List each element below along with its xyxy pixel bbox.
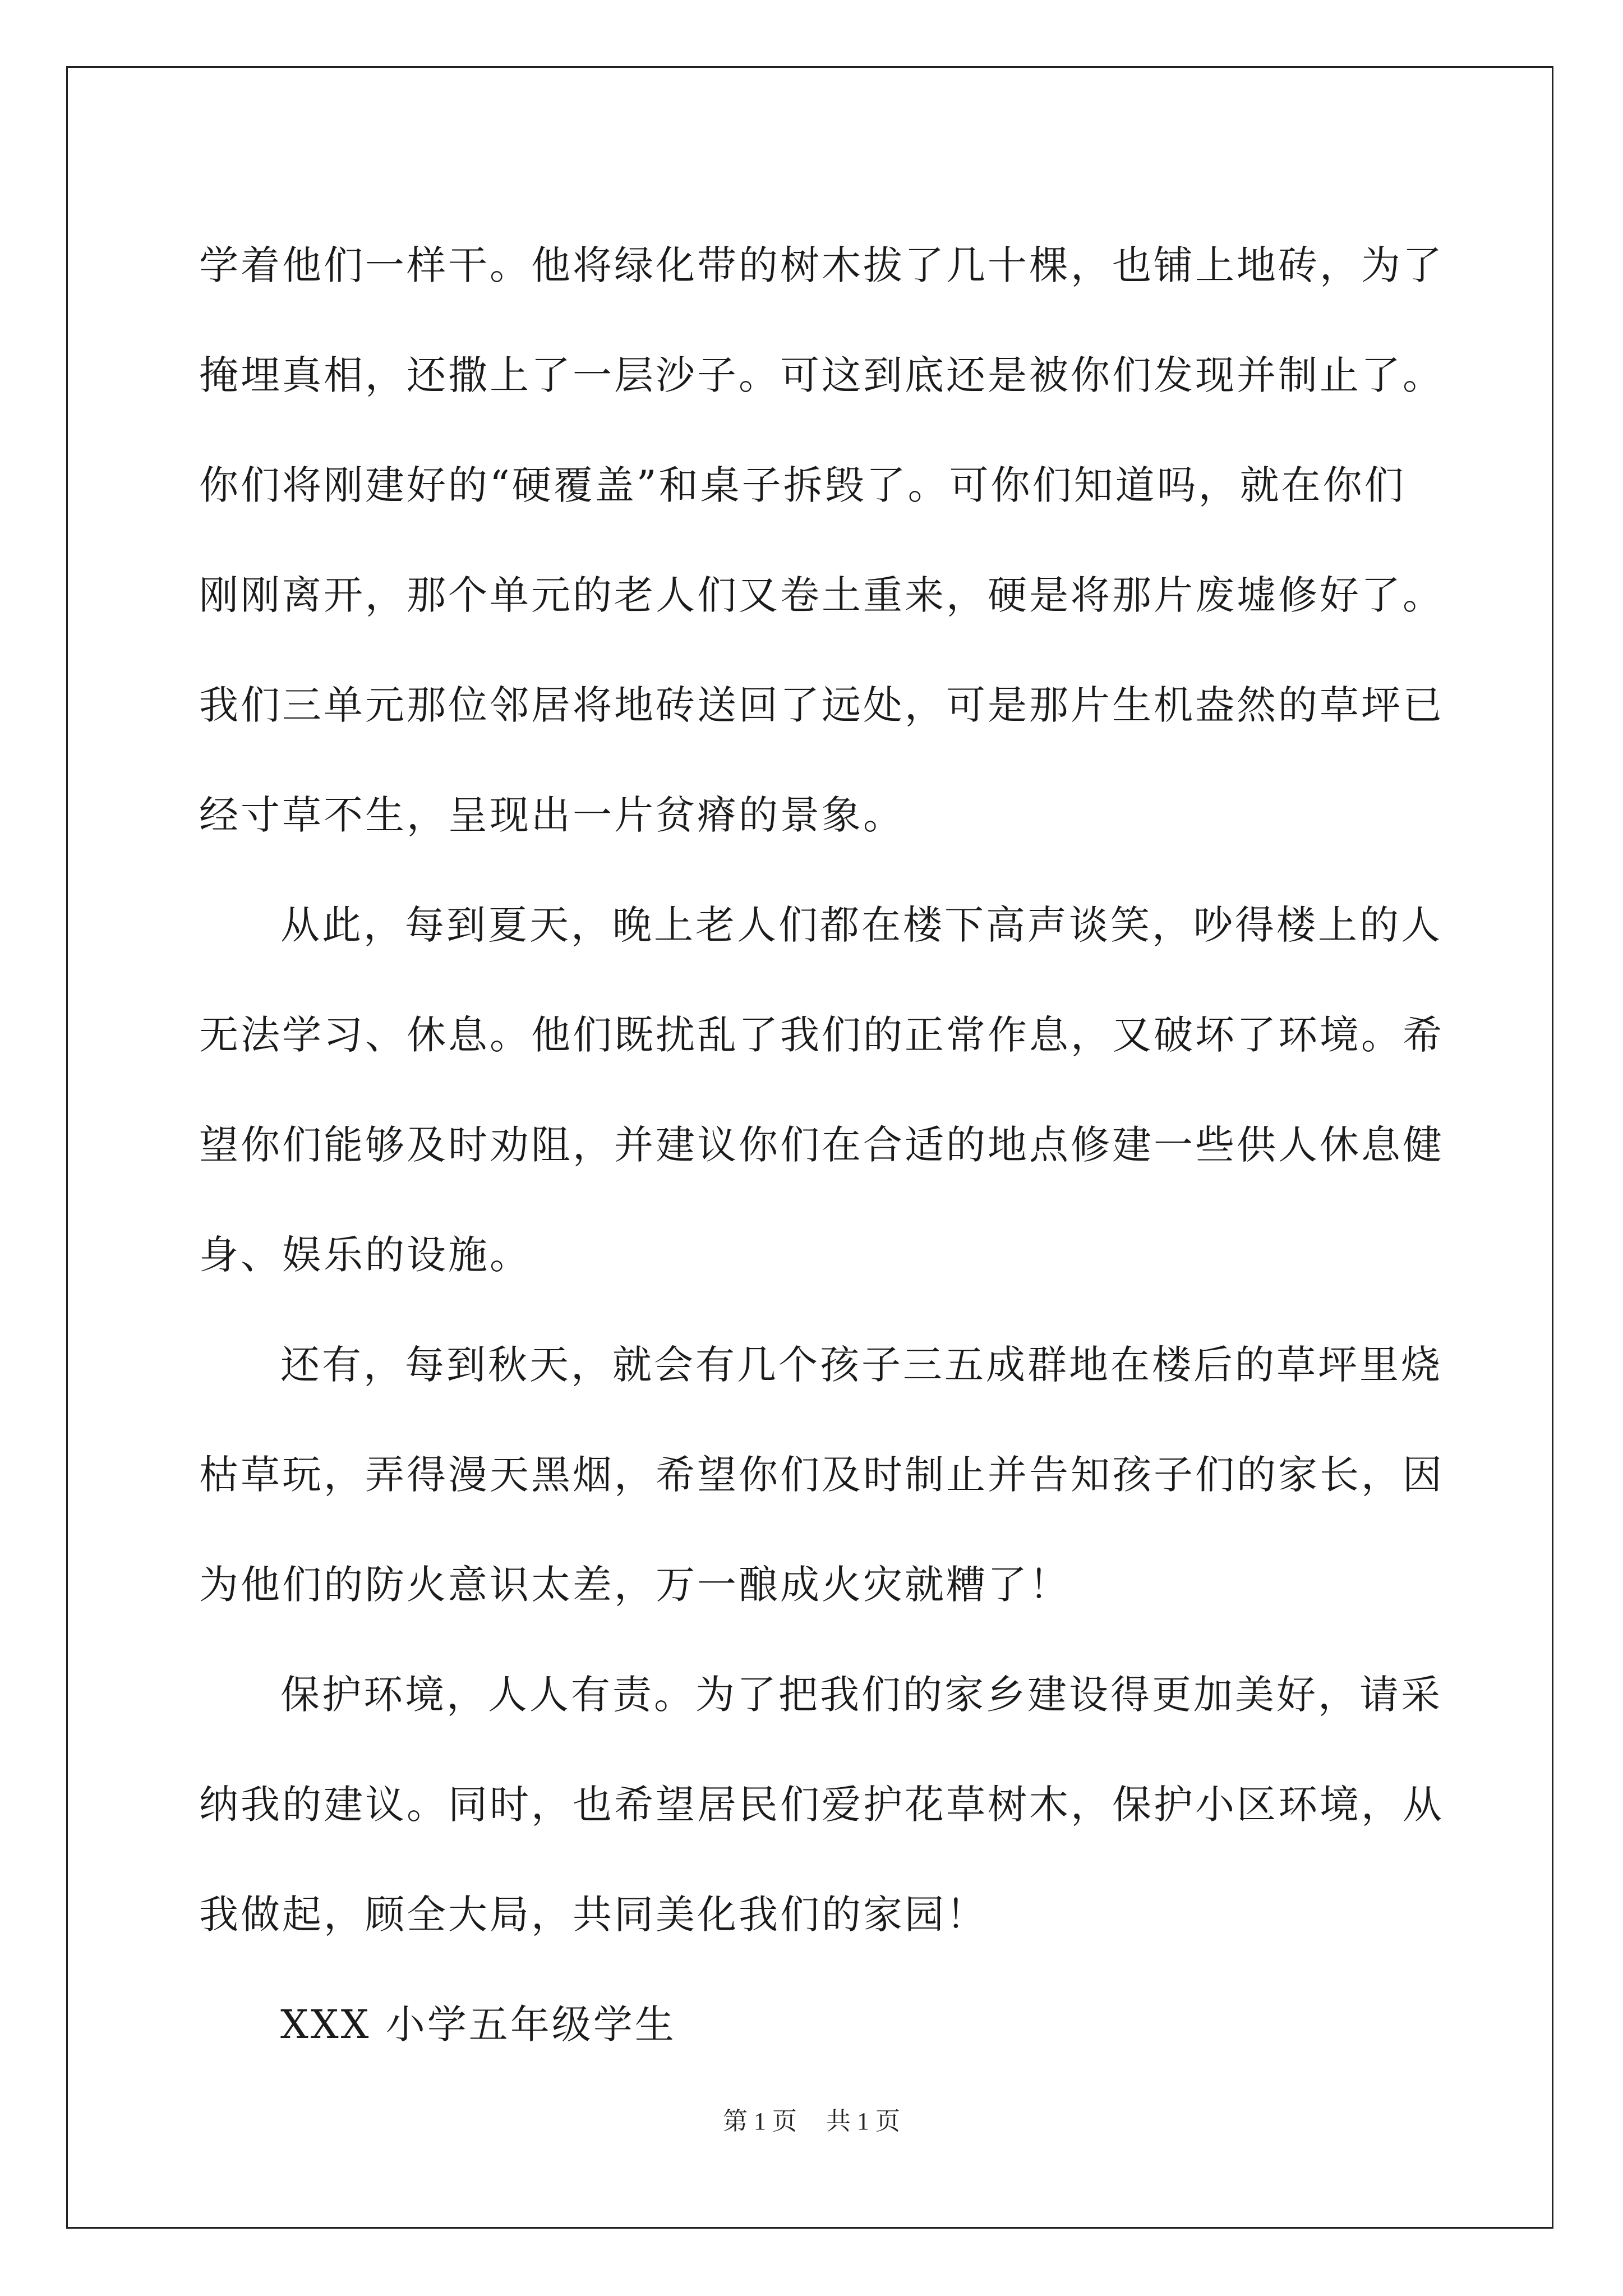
text-line: 为他们的防火意识太差，万一酿成火灾就糟了！ (199, 1562, 1071, 1608)
text-line: 我们三单元那位邻居将地砖送回了远处，可是那片生机盎然的草坪已 (199, 682, 1444, 728)
signature: XXX 小学五年级学生 (280, 2001, 676, 2047)
text-line: 刚刚离开，那个单元的老人们又卷土重来，硬是将那片废墟修好了。 (199, 572, 1444, 618)
paragraph-1 (199, 210, 1444, 870)
text-line: 经寸草不生，呈现出一片贫瘠的景象。 (199, 792, 905, 838)
text-line: 从此，每到夏天，晚上老人们都在楼下高声谈笑，吵得楼上的人 (280, 902, 1442, 948)
text-line: 你们将刚建好的“硬覆盖”和桌子拆毁了。可你们知道吗，就在你们 (199, 462, 1406, 508)
page-footer (0, 2101, 1623, 2137)
text-line: 无法学习、休息。他们既扰乱了我们的正常作息，又破坏了环境。希 (199, 1012, 1444, 1058)
text-line: 还有，每到秋天，就会有几个孩子三五成群地在楼后的草坪里烧 (280, 1342, 1442, 1388)
text-line: 纳我的建议。同时，也希望居民们爱护花草树木，保护小区环境，从 (199, 1782, 1444, 1828)
paragraph-3 (199, 1310, 1444, 1640)
text-line: 掩埋真相，还撒上了一层沙子。可这到底还是被你们发现并制止了。 (199, 352, 1444, 398)
text-line: 我做起，顾全大局，共同美化我们的家园！ (199, 1892, 988, 1938)
document-body (199, 210, 1444, 2079)
page-number: 第 1 页 (723, 2108, 797, 2135)
text-line: 身、娱乐的设施。 (199, 1232, 531, 1278)
text-line: 保护环境，人人有责。为了把我们的家乡建设得更加美好，请采 (280, 1672, 1442, 1718)
text-line: 枯草玩，弄得漫天黑烟，希望你们及时制止并告知孩子们的家长，因 (199, 1452, 1444, 1498)
text-line: 学着他们一样干。他将绿化带的树木拔了几十棵，也铺上地砖，为了 (199, 242, 1444, 288)
text-line: 望你们能够及时劝阻，并建议你们在合适的地点修建一些供人休息健 (199, 1122, 1444, 1168)
page-total: 共 1 页 (826, 2108, 900, 2135)
paragraph-2 (199, 870, 1444, 1310)
paragraph-4 (199, 1640, 1444, 1970)
